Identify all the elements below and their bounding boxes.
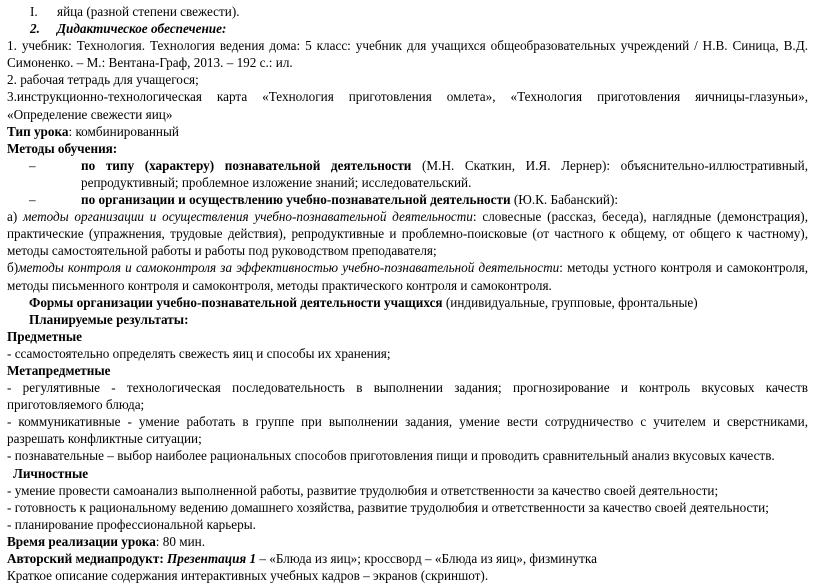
methods-a: а) методы организации и осуществления учебно-познавательной деятельности: словесные (рассказ, беседа), наглядные (демонстрация), практические (упражнения, трудовые действия), репродуктивные и проблемно-поисковые (от частного к общему, от общего к частному), методы самостоятельной работы и работы под руководством преподавателя;: [7, 209, 808, 259]
forms-of-organization: [7, 294, 808, 311]
methods-heading: Методы обучения:: [7, 140, 118, 156]
methods-b-italic: методы контроля и самоконтроля за эффективностью учебно-познавательной деятельности: [18, 260, 560, 276]
methods-org-label: по организации и осуществлению учебно-познавательной деятельности: [81, 192, 511, 208]
lesson-time-label: Время реализации урока: [7, 533, 156, 549]
summary-line: Краткое описание содержания интерактивных учебных кадров – экранов (скриншот).: [7, 568, 489, 584]
dash-bullet: –: [29, 157, 36, 173]
methods-a-text: : словесные (рассказ, беседа), наглядные (демонстрация), практические (упражнения, трудовые действия), репродуктивные и проблемно-поисковые (от частного к общему, от общего к частному), методы самостоятельной работы и работы под руководством преподавателя;: [7, 209, 808, 259]
section-title: Дидактическое обеспечение:: [57, 21, 227, 37]
lesson-type-value: : комбинированный: [68, 123, 179, 139]
section-didactic-heading: [7, 20, 808, 37]
subject-text: - ссамостоятельно определять свежесть яиц и способы их хранения;: [7, 345, 391, 361]
meta-item-communicative: - коммуникативные - умение работать в группе при выполнении задания, умение вести сотрудничество с учителем и сверстниками, разрешать конфликтные ситуации;: [7, 414, 808, 447]
lesson-type: [7, 123, 808, 140]
methods-org-text: (Ю.К. Бабанский):: [510, 192, 618, 208]
lesson-time-value: : 80 мин.: [155, 533, 205, 549]
media-product: [7, 550, 808, 567]
methods-b-text: : методы устного контроля и самоконтроля, методы письменного контроля и самоконтроля, методы практического контроля и самоконтроля.: [7, 260, 808, 293]
meta-heading: Метапредметные: [7, 362, 111, 378]
forms-label: Формы организации учебно-познавательной деятельности учащихся: [29, 294, 443, 310]
list-item-eggs: [7, 3, 808, 20]
forms-text: (индивидуальные, групповые, фронтальные): [442, 294, 698, 310]
personal-item-1: - умение провести самоанализ выполненной работы, развитие трудолюбия и ответственности за качество своей деятельности;: [7, 482, 719, 498]
section-number: 2.: [30, 21, 40, 37]
didactic-item-2: 2. рабочая тетрадь для учащегося;: [7, 72, 199, 88]
methods-by-organization: [7, 191, 808, 208]
personal-item-3: - планирование профессиональной карьеры.: [7, 516, 256, 532]
personal-heading: Личностные: [13, 465, 89, 481]
results-heading: Планируемые результаты:: [29, 311, 189, 327]
lesson-type-label: Тип урока: [7, 123, 69, 139]
methods-a-italic: методы организации и осуществления учебно-познавательной деятельности: [23, 209, 473, 225]
didactic-item-3: 3.инструкционно-технологическая карта «Технология приготовления омлета», «Технология приготовления яичницы-глазуньи», «Определение свежести яиц»: [7, 89, 808, 122]
methods-type-text: (М.Н. Скаткин, И.Я. Лернер): объяснительно-иллюстративный, репродуктивный; проблемное изложение знаний; исследовательский.: [81, 157, 808, 190]
methods-b: б)методы контроля и самоконтроля за эффективностью учебно-познавательной деятельности: методы устного контроля и самоконтроля, методы письменного контроля и самоконтроля, методы практического контроля и самоконтроля.: [7, 260, 808, 293]
methods-type-label: по типу (характеру) познавательной деятельности: [81, 157, 412, 173]
list-text: яйца (разной степени свежести).: [57, 4, 240, 19]
list-number: I.: [30, 4, 38, 19]
dash-bullet: –: [29, 192, 36, 208]
subject-heading: Предметные: [7, 328, 83, 344]
meta-item-cognitive: - познавательные – выбор наиболее рациональных способов приготовления пищи и проводить сравнительный анализ вкусовых качеств.: [7, 448, 775, 464]
lesson-time: [7, 533, 808, 550]
media-title: Презентация 1: [167, 551, 257, 566]
meta-item-regulatory: - регулятивные - технологическая последовательность в выполнении задания; прогнозирование и контроль вкусовых качеств приготовляемого блюда;: [7, 380, 808, 413]
methods-by-type: [7, 157, 808, 191]
media-text: – «Блюда из яиц»; кроссворд – «Блюда из яиц», физминутка: [256, 551, 597, 566]
didactic-item-1: 1. учебник: Технология. Технология ведения дома: 5 класс: учебник для учащихся общеобразовательных учреждений / Н.В. Синица, В.Д. Симоненко. – М.: Вентана-Граф, 2013. – 192 с.: ил.: [7, 38, 808, 71]
personal-item-2: - готовность к рациональному ведению домашнего хозяйства, развитие трудолюбия и ответственности за качество своей деятельности;: [7, 499, 769, 515]
media-label: Авторский медиапродукт:: [7, 551, 168, 566]
